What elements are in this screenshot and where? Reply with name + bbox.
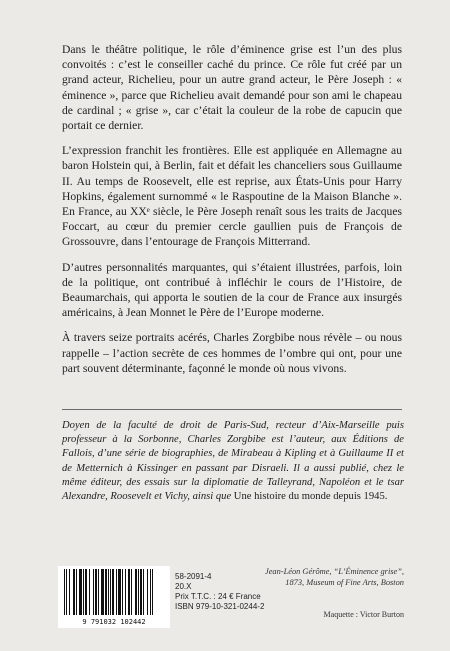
- cover-credit-line-1: Jean-Léon Gérôme, “L’Éminence grise”,: [264, 567, 404, 576]
- blurb-paragraph-3: D’autres personnalités marquantes, qui s’étaient illustrées, parfois, loin de la politique, ont contribué à infléchir le cours de l’Histoire, de Beaumarchais, qui apporta le soutien de la cour de France aux insurgés américains, à Jean Monnet le Père de l’Europe moderne.: [62, 260, 402, 320]
- barcode-bar: [98, 569, 99, 615]
- blurb-paragraph-4: À travers seize portraits acérés, Charles Zorgbibe nous révèle – ou nous rappelle – l’action secrète de ces hommes de l’ombre qui ont, pour une part souvent déterminante, façonné le monde où nous vivons.: [62, 331, 402, 375]
- blurb-paragraph-1: Dans le théâtre politique, le rôle d’éminence grise est l’un des plus convoités : c’est le conseiller caché du prince. Ce rôle fut créé par un grand acteur, Richelieu, pour un autre grand acteur, le Père Joseph : « éminence », parce que Richelieu avait demandé pour son ami le chapeau de cardinal ; « grise », car c’était la couleur de la robe de capucin que portait ce dernier.: [62, 43, 402, 133]
- publication-code: 20.X: [175, 582, 192, 591]
- barcode-bar: [69, 569, 70, 615]
- barcode-bar: [131, 569, 132, 615]
- barcode-bar: [147, 569, 148, 615]
- barcode-bar: [108, 569, 109, 615]
- barcode-bar: [152, 569, 153, 615]
- design-credit: Maquette : Victor Burton: [323, 610, 404, 619]
- barcode-digits: 9 791032 102442: [82, 618, 146, 626]
- barcode-bar: [85, 569, 87, 615]
- publication-isbn: ISBN 979-10-321-0244-2: [175, 602, 265, 611]
- barcode-bars: [58, 566, 170, 618]
- barcode-bar: [79, 569, 82, 615]
- barcode-bar: [66, 569, 67, 615]
- barcode-bar: [95, 569, 97, 615]
- book-title: Une histoire du monde depuis 1945.: [233, 491, 388, 503]
- barcode-bar: [101, 569, 104, 615]
- barcode-bar: [140, 569, 142, 615]
- blurb: [62, 42, 402, 386]
- barcode-bar: [83, 569, 84, 615]
- divider: [62, 409, 402, 410]
- barcode-bar: [110, 569, 111, 615]
- barcode-bar: [122, 569, 123, 615]
- barcode-bar: [125, 569, 126, 615]
- publication-price: Prix T.T.C. : 24 € France: [175, 592, 261, 601]
- barcode-bar: [105, 569, 107, 615]
- cover-credit-line-2: 1873, Museum of Fine Arts, Boston: [285, 577, 404, 587]
- barcode-bar: [76, 569, 77, 615]
- barcode-bar: [112, 569, 114, 615]
- barcode-bar: [143, 569, 144, 615]
- barcode-bar: [64, 569, 65, 615]
- barcode-bar: [73, 569, 75, 615]
- barcode-bar: [89, 569, 90, 615]
- author-bio-text: Doyen de la faculté de droit de Paris-Sud, recteur d’Aix-Marseille puis professeur à la Sorbonne, Charles Zorgbibe est l’auteur, aux Éditions de Fallois, d’une série de biographies, de Mirabeau à Kipling et à Guillaume II et de Metternich à Kissinger en passant par Disraeli. Il a aussi publié, chez le même éditeur, des essais sur la diplomatie de Talleyrand, Napoléon et le tsar Alexandre, Roosevelt et Vichy, ainsi que: [62, 420, 404, 503]
- barcode-bar: [135, 569, 137, 615]
- barcode-bar: [116, 569, 117, 615]
- publication-ref: 58-2091-4: [175, 572, 212, 581]
- barcode-bar: [93, 569, 94, 615]
- blurb-paragraph-2: L’expression franchit les frontières. Elle est appliquée en Allemagne au baron Holstein qui, à Berlin, fait et défait les chanceliers sous Guillaume II. Au temps de Roosevelt, elle est reprise, aux États-Unis pour Harry Hopkins, également surnommé « le Raspoutine de la Maison Blanche ». En France, au XXᵉ siècle, le Père Joseph renaît sous les traits de Jacques Foccart, au cœur du premier cercle gaullien puis de François de Grossouvre, dans l’entourage de François Mitterrand.: [62, 144, 402, 249]
- barcode-bar: [138, 569, 139, 615]
- cover-credit: [234, 567, 404, 588]
- isbn-barcode: [58, 566, 170, 628]
- barcode-bar: [150, 569, 151, 615]
- author-bio: [62, 419, 404, 504]
- barcode-bar: [118, 569, 121, 615]
- barcode-bar: [128, 569, 130, 615]
